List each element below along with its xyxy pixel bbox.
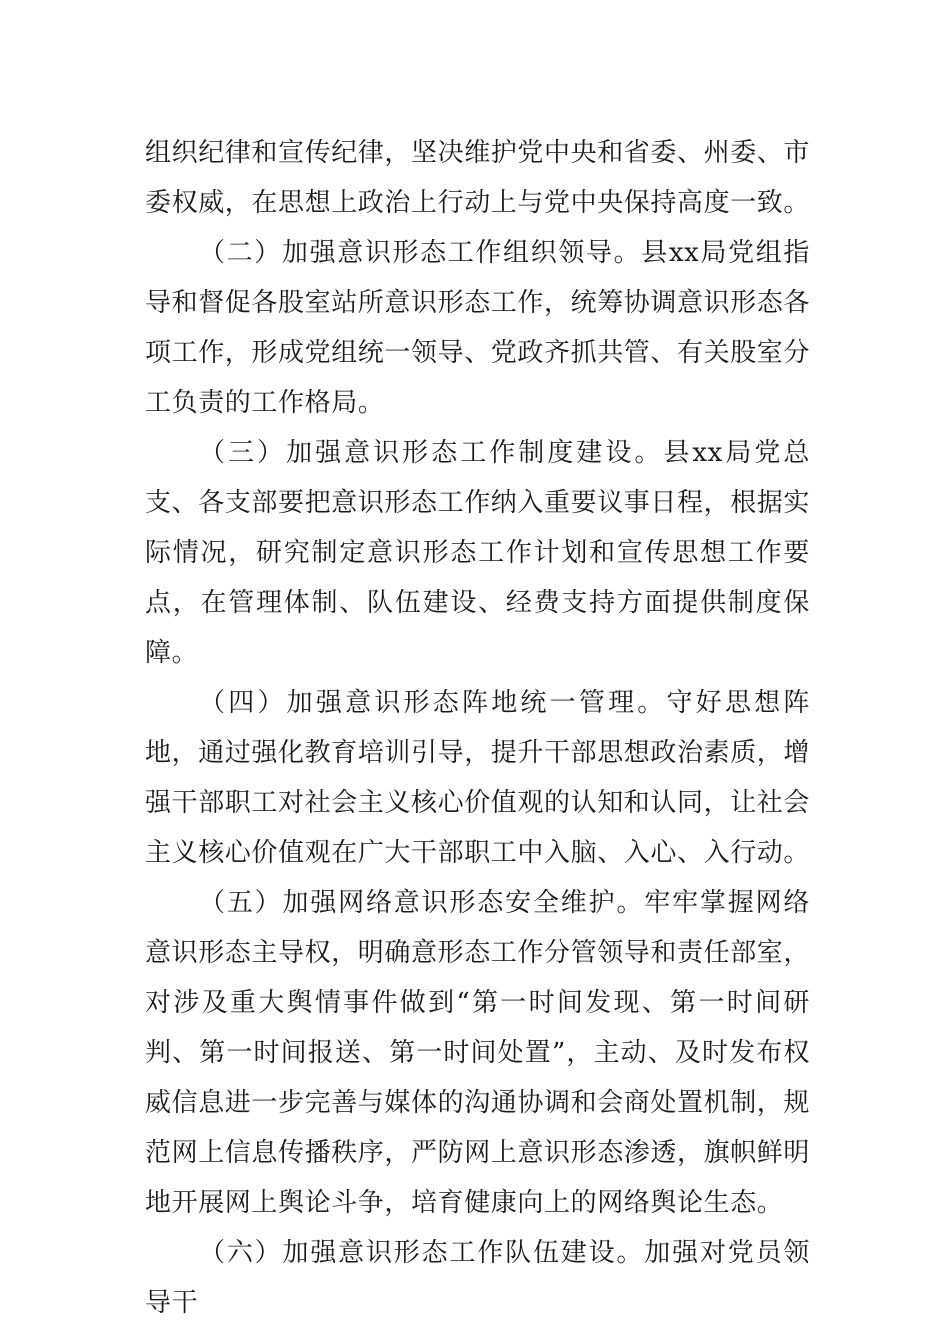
- paragraph-4: （四）加强意识形态阵地统一管理。守好思想阵地，通过强化教育培训引导，提升干部思想政治素质，增强干部职工对社会主义核心价值观的认知和认同，让社会主义核心价值观在广大干部职工中入脑、入心、入行动。: [145, 688, 811, 868]
- document-body: [145, 128, 810, 1328]
- paragraph-2: （二）加强意识形态工作组织领导。县xx局党组指导和督促各股室站所意识形态工作，统筹协调意识形态各项工作，形成党组统一领导、党政齐抓共管、有关股室分工负责的工作格局。: [145, 238, 811, 418]
- paragraph-6: （六）加强意识形态工作队伍建设。加强对党员领导干: [145, 1238, 810, 1318]
- paragraph-3: （三）加强意识形态工作制度建设。县xx局党总支、各支部要把意识形态工作纳入重要议事日程，根据实际情况，研究制定意识形态工作计划和宣传思想工作要点，在管理体制、队伍建设、经费支持方面提供制度保障。: [145, 438, 811, 668]
- paragraph-5: （五）加强网络意识形态安全维护。牢牢掌握网络意识形态主导权，明确意形态工作分管领导和责任部室，对涉及重大舆情事件做到“第一时间发现、第一时间研判、第一时间报送、第一时间处置”，主动、及时发布权威信息进一步完善与媒体的沟通协调和会商处置机制，规范网上信息传播秩序，严防网上意识形态渗透，旗帜鲜明地开展网上舆论斗争，培育健康向上的网络舆论生态。: [145, 888, 811, 1218]
- paragraph-1: 组织纪律和宣传纪律，坚决维护党中央和省委、州委、市委权威，在思想上政治上行动上与党中央保持高度一致。: [145, 138, 811, 218]
